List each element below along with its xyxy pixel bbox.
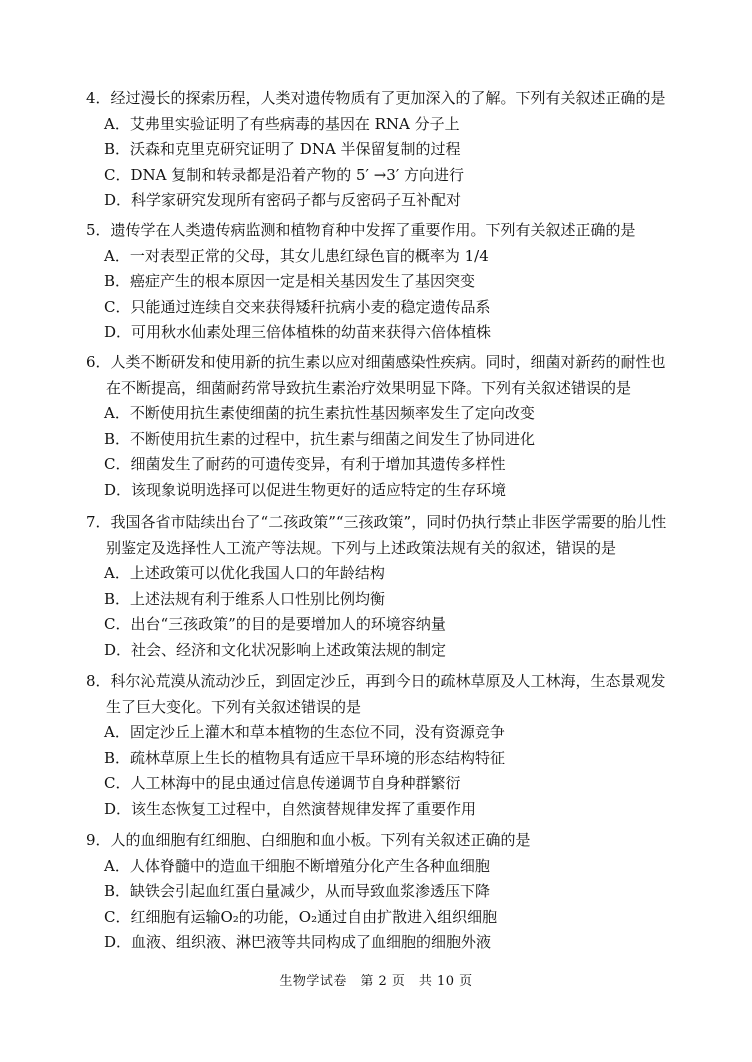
option-b: B．不断使用抗生素的过程中，抗生素与细菌之间发生了协同进化 bbox=[104, 429, 536, 448]
option-a: A．人体脊髓中的造血干细胞不断增殖分化产生各种血细胞 bbox=[104, 856, 490, 875]
option-b: B．上述法规有利于维系人口性别比例均衡 bbox=[104, 589, 386, 608]
option-c: C．出台“三孩政策”的目的是要增加人的环境容纳量 bbox=[104, 615, 446, 633]
option-a: A．固定沙丘上灌木和草本植物的生态位不同，没有资源竞争 bbox=[104, 723, 505, 741]
option-d: D．血液、组织液、淋巴液等共同构成了血细胞的细胞外液 bbox=[104, 933, 492, 951]
option-c: C．红细胞有运输O₂的功能，O₂通过自由扩散进入组织细胞 bbox=[104, 907, 498, 926]
option-b: B．癌症产生的根本原因一定是相关基因发生了基因突变 bbox=[104, 272, 476, 290]
question-8 bbox=[86, 669, 686, 822]
option-d: D．科学家研究发现所有密码子都与反密码子互补配对 bbox=[104, 191, 462, 209]
option-b: B．疏林草原上生长的植物具有适应干旱环境的形态结构特征 bbox=[104, 748, 506, 767]
question-stem-line-1: 7．我国各省市陆续出台了“二孩政策”“三孩政策”，同时仍执行禁止非医学需要的胎儿性 bbox=[86, 513, 667, 531]
question-stem-line-1: 8．科尔沁荒漠从流动沙丘，到固定沙丘，再到今日的疏林草原及人工林海，生态景观发 bbox=[86, 672, 666, 690]
option-d: D．该生态恢复工过程中，自然演替规律发挥了重要作用 bbox=[104, 799, 477, 818]
option-b: B．缺铁会引起血红蛋白量减少，从而导致血浆渗透压下降 bbox=[104, 882, 491, 900]
question-4 bbox=[86, 86, 686, 214]
option-c: C．细菌发生了耐药的可遗传变异，有利于增加其遗传多样性 bbox=[104, 455, 506, 473]
question-stem: 4．经过漫长的探索历程，人类对遗传物质有了更加深入的了解。下列有关叙述正确的是 bbox=[86, 89, 666, 107]
question-7 bbox=[86, 510, 686, 663]
option-c: C．DNA 复制和转录都是沿着产物的 5′ →3′ 方向进行 bbox=[104, 165, 465, 184]
question-5 bbox=[86, 218, 686, 346]
option-d: D．该现象说明选择可以促进生物更好的适应特定的生存环境 bbox=[104, 480, 507, 499]
option-d: D．社会、经济和文化状况影响上述政策法规的制定 bbox=[104, 640, 447, 659]
question-6 bbox=[86, 350, 686, 503]
option-a: A．艾弗里实验证明了有些病毒的基因在 RNA 分子上 bbox=[104, 114, 460, 133]
option-a: A．上述政策可以优化我国人口的年龄结构 bbox=[104, 564, 385, 582]
question-stem: 9．人的血细胞有红细胞、白细胞和血小板。下列有关叙述正确的是 bbox=[86, 831, 531, 849]
question-stem-line-1: 6．人类不断研发和使用新的抗生素以应对细菌感染性疾病。同时，细菌对新药的耐性也 bbox=[86, 353, 666, 371]
option-a: A．一对表型正常的父母，其女儿患红绿色盲的概率为 1/4 bbox=[104, 246, 489, 265]
question-stem-line-2: 在不断提高，细菌耐药常导致抗生素治疗效果明显下降。下列有关叙述错误的是 bbox=[106, 378, 632, 397]
question-9 bbox=[86, 828, 686, 956]
question-stem: 5．遗传学在人类遗传病监测和植物育种中发挥了重要作用。下列有关叙述正确的是 bbox=[86, 221, 636, 239]
option-d: D．可用秋水仙素处理三倍体植株的幼苗来获得六倍体植株 bbox=[104, 323, 492, 341]
question-stem-line-2: 生了巨大变化。下列有关叙述错误的是 bbox=[106, 697, 362, 716]
option-c: C．人工林海中的昆虫通过信息传递调节自身种群繁衍 bbox=[104, 774, 461, 792]
option-a: A．不断使用抗生素使细菌的抗生素抗性基因频率发生了定向改变 bbox=[104, 404, 535, 422]
option-c: C．只能通过连续自交来获得矮秆抗病小麦的稳定遗传品系 bbox=[104, 297, 491, 316]
option-b: B．沃森和克里克研究证明了 DNA 半保留复制的过程 bbox=[104, 140, 461, 158]
question-stem-line-2: 别鉴定及选择性人工流产等法规。下列与上述政策法规有关的叙述，错误的是 bbox=[106, 538, 617, 557]
page-footer: 生物学试卷 第 2 页 共 10 页 bbox=[279, 974, 473, 989]
